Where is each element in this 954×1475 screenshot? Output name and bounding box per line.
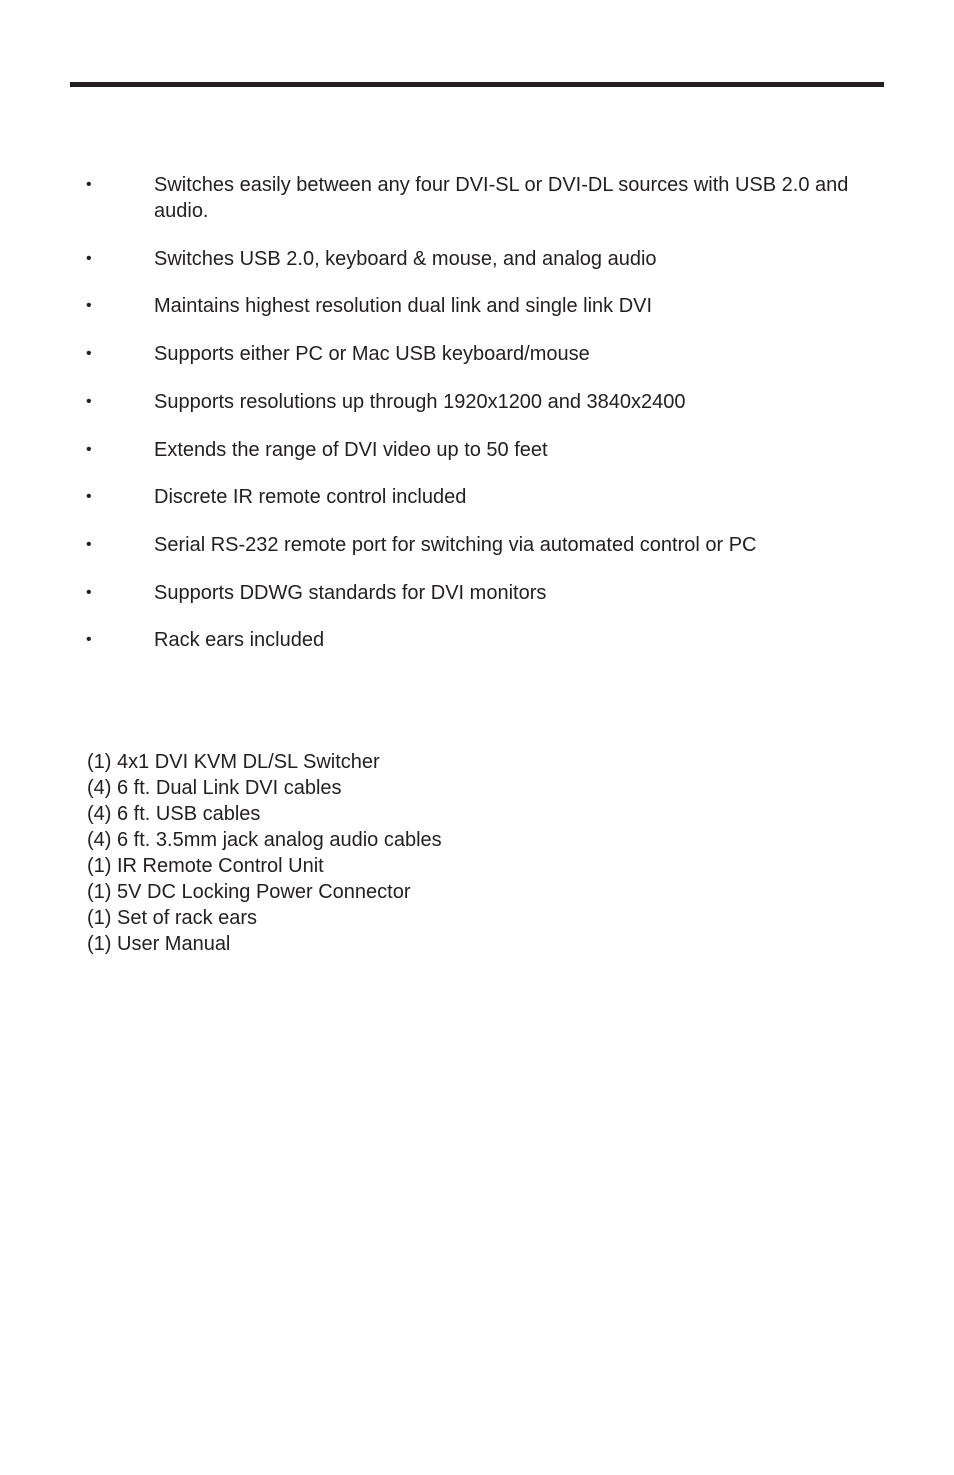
package-item: (4) 6 ft. USB cables <box>87 803 261 825</box>
feature-item <box>86 437 886 463</box>
feature-text: Discrete IR remote control included <box>154 486 467 508</box>
feature-text: Extends the range of DVI video up to 50 feet <box>154 439 548 461</box>
feature-item <box>86 532 886 558</box>
bullet-icon: • <box>86 488 92 505</box>
bullet-icon: • <box>86 584 92 601</box>
feature-text: Serial RS-232 remote port for switching via automated control or PC <box>154 534 757 556</box>
package-item: (4) 6 ft. 3.5mm jack analog audio cables <box>87 829 442 851</box>
feature-item <box>86 293 886 319</box>
bullet-icon: • <box>86 536 92 553</box>
bullet-icon: • <box>86 345 92 362</box>
bullet-icon: • <box>86 176 92 193</box>
bullet-icon: • <box>86 441 92 458</box>
package-contents-list <box>87 749 787 957</box>
feature-text: Supports resolutions up through 1920x1200 and 3840x2400 <box>154 391 686 413</box>
package-item: (1) User Manual <box>87 933 231 955</box>
feature-item <box>86 580 886 606</box>
feature-item <box>86 341 886 367</box>
feature-text: Supports DDWG standards for DVI monitors <box>154 582 547 604</box>
feature-item <box>86 246 886 272</box>
bullet-icon: • <box>86 393 92 410</box>
feature-item <box>86 172 886 224</box>
package-item: (4) 6 ft. Dual Link DVI cables <box>87 777 342 799</box>
feature-item <box>86 484 886 510</box>
bullet-icon: • <box>86 631 92 648</box>
feature-item <box>86 389 886 415</box>
bullet-icon: • <box>86 250 92 267</box>
feature-item <box>86 627 886 653</box>
feature-text: Maintains highest resolution dual link and single link DVI <box>154 295 653 317</box>
package-item: (1) 4x1 DVI KVM DL/SL Switcher <box>87 751 380 773</box>
feature-text: Switches easily between any four DVI-SL or DVI-DL sources with USB 2.0 and audio. <box>154 174 849 222</box>
feature-text: Rack ears included <box>154 629 325 651</box>
package-item: (1) Set of rack ears <box>87 907 258 929</box>
feature-text: Switches USB 2.0, keyboard & mouse, and analog audio <box>154 248 657 270</box>
package-item: (1) IR Remote Control Unit <box>87 855 324 877</box>
feature-text: Supports either PC or Mac USB keyboard/mouse <box>154 343 590 365</box>
bullet-icon: • <box>86 297 92 314</box>
header-rule <box>70 82 884 87</box>
package-item: (1) 5V DC Locking Power Connector <box>87 881 411 903</box>
